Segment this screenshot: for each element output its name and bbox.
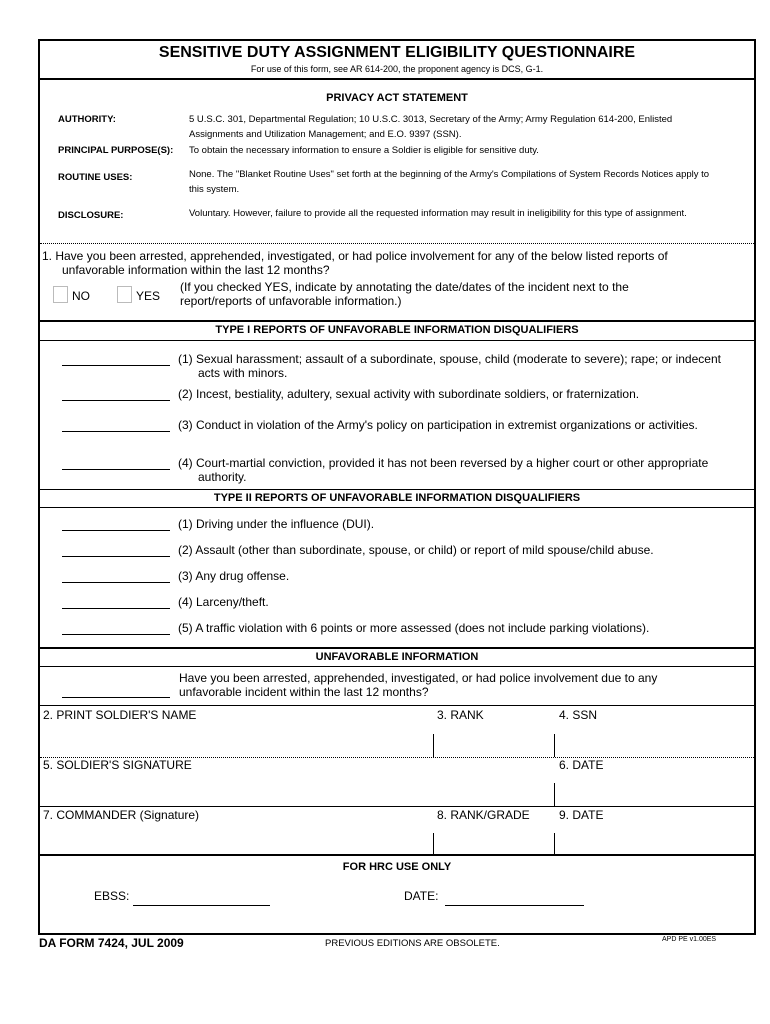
type2-item-4: (4) Larceny/theft. <box>178 595 269 609</box>
disclosure-label: DISCLOSURE: <box>58 210 124 221</box>
soldier-name-label: 2. PRINT SOLDIER'S NAME <box>43 708 197 722</box>
ebss-label: EBSS: <box>94 889 130 903</box>
hrc-heading: FOR HRC USE ONLY <box>342 861 452 873</box>
type1-item-3: (3) Conduct in violation of the Army's policy on participation in extremist organizations or activities. <box>178 418 698 432</box>
unfavorable-question: Have you been arrested, apprehended, investigated, or had police involvement due to any unfavorable incident within the last 12 months? <box>179 671 658 699</box>
ssn-input[interactable] <box>556 724 752 756</box>
form-title: SENSITIVE DUTY ASSIGNMENT ELIGIBILITY QUESTIONNAIRE <box>158 44 636 61</box>
divider <box>433 833 434 855</box>
rank-grade-label: 8. RANK/GRADE <box>437 808 530 822</box>
divider <box>40 806 754 807</box>
no-label: NO <box>72 289 90 303</box>
type2-date-field-2[interactable] <box>62 556 170 557</box>
divider <box>40 647 754 649</box>
purpose-label: PRINCIPAL PURPOSE(S): <box>58 145 174 156</box>
rank-grade-input[interactable] <box>435 824 552 854</box>
divider <box>554 783 555 806</box>
routine-uses-text: None. The "Blanket Routine Uses" set forth at the beginning of the Army's Compilations of System Records Notices apply to this system. <box>189 169 710 195</box>
form-subtitle: For use of this form, see AR 614-200, the proponent agency is DCS, G-1. <box>250 64 544 74</box>
purpose-text: To obtain the necessary information to ensure a Soldier is eligible for sensitive duty. <box>189 145 539 156</box>
version-label: APD PE v1.00ES <box>662 936 717 943</box>
type2-date-field-3[interactable] <box>62 582 170 583</box>
date6-label: 6. DATE <box>559 758 604 772</box>
divider <box>40 489 754 490</box>
ssn-label: 4. SSN <box>559 708 598 722</box>
type1-date-field-4[interactable] <box>62 469 170 470</box>
divider <box>554 734 555 757</box>
disclosure-text: Voluntary. However, failure to provide all the requested information may result in ineligibility for this type of assignment. <box>189 208 687 219</box>
question-1: 1. Have you been arrested, apprehended, investigated, or had police involvement for any of the below listed reports of unfavorable information within the last 12 months? <box>42 249 668 277</box>
soldier-name-input[interactable] <box>42 724 430 756</box>
routine-uses-label: ROUTINE USES: <box>58 172 133 183</box>
type1-item-1: (1) Sexual harassment; assault of a subordinate, spouse, child (moderate to severe); rape; or indecent acts with minors. <box>178 352 721 380</box>
date9-input[interactable] <box>556 824 752 854</box>
type1-item-4: (4) Court-martial conviction, provided it has not been reversed by a higher court or other appropriate authority. <box>178 456 709 484</box>
type2-item-1: (1) Driving under the influence (DUI). <box>178 517 375 531</box>
form-number: DA FORM 7424, JUL 2009 <box>39 936 184 950</box>
divider <box>433 734 434 757</box>
divider <box>40 243 754 244</box>
type1-item-2: (2) Incest, bestiality, adultery, sexual activity with subordinate soldiers, or fraternization. <box>178 387 640 401</box>
yes-checkbox[interactable] <box>117 286 132 303</box>
hrc-date-input[interactable] <box>445 890 584 906</box>
type2-item-2: (2) Assault (other than subordinate, spouse, or child) or report of mild spouse/child abuse. <box>178 543 654 557</box>
commander-signature-input[interactable] <box>42 824 430 854</box>
soldier-signature-input[interactable] <box>42 774 552 804</box>
type2-item-3: (3) Any drug offense. <box>178 569 290 583</box>
rank-input[interactable] <box>435 724 552 756</box>
privacy-heading: PRIVACY ACT STATEMENT <box>326 92 468 104</box>
ebss-input[interactable] <box>133 890 270 906</box>
type1-date-field-1[interactable] <box>62 365 170 366</box>
type2-item-5: (5) A traffic violation with 6 points or more assessed (does not include parking violations). <box>178 621 650 635</box>
type2-date-field-5[interactable] <box>62 634 170 635</box>
divider <box>40 705 754 706</box>
divider <box>40 340 754 341</box>
authority-text: 5 U.S.C. 301, Departmental Regulation; 10 U.S.C. 3013, Secretary of the Army; Army Regulation 614-200, Enlisted Assignments and Utilization Management; and E.O. 9397 (SSN). <box>189 114 673 140</box>
divider <box>554 833 555 855</box>
type1-date-field-2[interactable] <box>62 400 170 401</box>
divider <box>40 78 754 80</box>
soldier-signature-label: 5. SOLDIER'S SIGNATURE <box>43 758 192 772</box>
yes-note: (If you checked YES, indicate by annotating the date/dates of the incident next to the report/reports of unfavorable information.) <box>180 280 629 308</box>
hrc-date-label: DATE: <box>404 889 439 903</box>
rank-label: 3. RANK <box>437 708 484 722</box>
divider <box>40 854 754 856</box>
commander-signature-label: 7. COMMANDER (Signature) <box>43 808 200 822</box>
authority-label: AUTHORITY: <box>58 114 116 125</box>
unfavorable-answer-field[interactable] <box>62 697 170 698</box>
type2-date-field-1[interactable] <box>62 530 170 531</box>
divider <box>40 507 754 508</box>
unfavorable-heading: UNFAVORABLE INFORMATION <box>315 651 479 663</box>
date9-label: 9. DATE <box>559 808 604 822</box>
type2-heading: TYPE II REPORTS OF UNFAVORABLE INFORMATION DISQUALIFIERS <box>213 492 581 504</box>
type1-date-field-3[interactable] <box>62 431 170 432</box>
divider <box>40 320 754 322</box>
date6-input[interactable] <box>556 774 752 804</box>
type1-heading: TYPE I REPORTS OF UNFAVORABLE INFORMATION DISQUALIFIERS <box>215 324 579 336</box>
no-checkbox[interactable] <box>53 286 68 303</box>
obsolete-notice: PREVIOUS EDITIONS ARE OBSOLETE. <box>325 938 500 949</box>
type2-date-field-4[interactable] <box>62 608 170 609</box>
divider <box>40 666 754 667</box>
yes-label: YES <box>136 289 161 303</box>
